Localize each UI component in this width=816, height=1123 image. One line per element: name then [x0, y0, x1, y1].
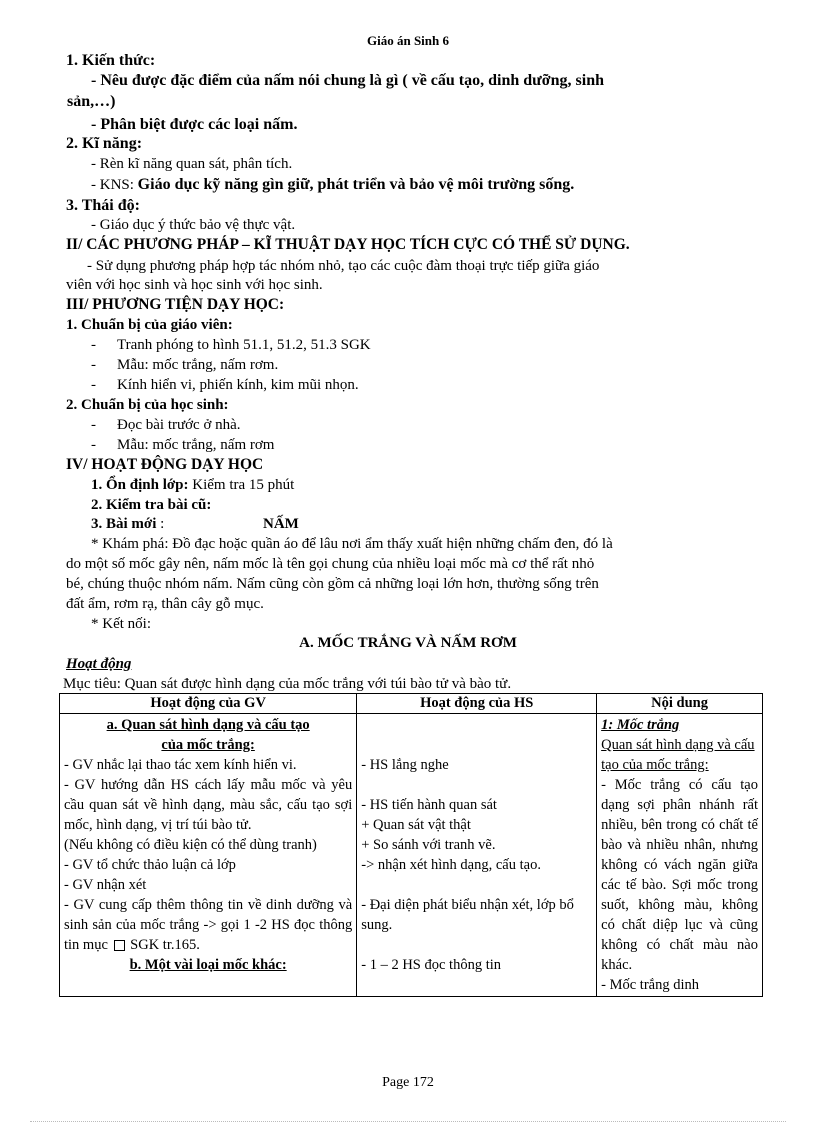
student-prep-item-text: Đọc bài trước ở nhà. — [117, 417, 241, 433]
student-prep-heading: 2. Chuẩn bị của học sinh: — [66, 397, 229, 413]
page-bottom-divider — [30, 1121, 786, 1122]
table-header-row — [60, 694, 763, 714]
gv-section-a-line2: của mốc trắng: — [161, 737, 255, 753]
hs-spacer — [361, 715, 592, 735]
gv-section-b-text: b. Một vài loại mốc khác: — [129, 957, 287, 973]
hs-spacer — [361, 735, 592, 755]
gv-section-b — [64, 955, 352, 975]
lesson-title: NẤM — [263, 516, 299, 532]
gv-text: - GV nhận xét — [64, 877, 147, 893]
kham-pha-line4: đất ẩm, rơm rạ, thân cây gỗ mục. — [66, 596, 264, 612]
step1 — [91, 476, 294, 494]
section3-item1: - Giáo dục ý thức bảo vệ thực vật. — [91, 217, 296, 233]
student-prep-item-text: Mẫu: mốc trắng, nấm rơm — [117, 437, 275, 453]
teacher-prep-item: - Mẫu: mốc trắng, nấm rơm. — [91, 357, 279, 373]
gv-info-text: - GV cung cấp thêm thông tin về dinh dưỡng và sinh sản của mốc trắng -> gọi 1 -2 HS đọc thông tin mục — [64, 897, 353, 953]
section2-heading: 2. Kĩ năng: — [66, 135, 143, 152]
gv-section-a — [64, 715, 352, 755]
table-row — [60, 714, 763, 997]
ket-noi: * Kết nối: — [91, 616, 151, 632]
step1-text: Kiểm tra 15 phút — [188, 477, 295, 493]
section1-item2: - Phân biệt được các loại nấm. — [91, 116, 298, 133]
gv-text: - GV tổ chức thảo luận cả lớp — [64, 857, 236, 873]
info-box-icon — [114, 940, 125, 951]
page-header: Giáo án Sinh 6 — [366, 33, 449, 48]
step2-label: 2. Kiểm tra bài cũ: — [91, 497, 212, 513]
section1-item1-line1: - Nêu được đặc điểm của nấm nói chung là gì ( về cấu tạo, dinh dưỡng, sinh — [91, 72, 604, 89]
nd-subtitle: Quan sát hình dạng và cấu tạo của mốc trắng: — [601, 737, 755, 773]
part2-line1: - Sử dụng phương pháp hợp tác nhóm nhỏ, tạo các cuộc đàm thoại trực tiếp giữa giáo — [87, 258, 600, 274]
hs-spacer — [361, 935, 592, 955]
teacher-prep-item-text: Tranh phóng to hình 51.1, 51.2, 51.3 SGK — [117, 337, 371, 353]
noidung-cell — [597, 714, 763, 997]
header-noidung: Nội dung — [597, 694, 763, 714]
hs-text: -> nhận xét hình dạng, cấu tạo. — [361, 857, 541, 873]
student-prep-item: - Đọc bài trước ở nhà. — [91, 417, 241, 433]
kham-pha-line1: * Khám phá: Đồ đạc hoặc quần áo để lâu nơi ẩm thấy xuất hiện những chấm đen, đó là — [91, 536, 613, 552]
header-hs: Hoạt động của HS — [357, 694, 597, 714]
teacher-prep-item-text: Mẫu: mốc trắng, nấm rơm. — [117, 357, 279, 373]
kham-pha-line3: bé, chúng thuộc nhóm nấm. Nấm cũng còn gồm cả những loại lớn hơn, thường sống trên — [66, 576, 599, 592]
section1-item1-line2: sản,…) — [67, 93, 116, 110]
hs-text: + Quan sát vật thật — [361, 817, 471, 833]
lesson-table — [59, 693, 763, 997]
gv-text: (Nếu không có điều kiện có thể dùng tranh) — [64, 837, 317, 853]
gv-cell — [60, 714, 357, 997]
header-gv: Hoạt động của GV — [60, 694, 357, 714]
teacher-prep-item: - Kính hiển vi, phiến kính, kim mũi nhọn. — [91, 377, 359, 393]
part4-heading: IV/ HOẠT ĐỘNG DẠY HỌC — [66, 456, 264, 473]
activity-label: Hoạt động — [66, 656, 132, 672]
teacher-prep-item: - Tranh phóng to hình 51.1, 51.2, 51.3 SGK — [91, 337, 371, 353]
hs-text: - 1 – 2 HS đọc thông tin — [361, 957, 502, 973]
step1-label: 1. Ổn định lớp: — [91, 477, 189, 493]
section2-item2-prefix: - KNS: — [91, 177, 138, 193]
kham-pha-line2: do một số mốc gây nên, nấm mốc là tên gọi chung của nhiều loại mốc mà cơ thể rất nhỏ — [66, 556, 595, 572]
gv-text-info — [64, 895, 352, 955]
page-footer: Page 172 — [382, 1075, 434, 1090]
part2-heading: II/ CÁC PHƯƠNG PHÁP – KĨ THUẬT DẠY HỌC TÍCH CỰC CÓ THỂ SỬ DỤNG. — [66, 236, 630, 253]
activity-goal: Mục tiêu: Quan sát được hình dạng của mốc trắng với túi bào tử và bào tử. — [63, 676, 512, 692]
part3-heading: III/ PHƯƠNG TIỆN DẠY HỌC: — [66, 296, 285, 313]
gv-text: - GV hướng dẫn HS cách lấy mẫu mốc và yêu cầu quan sát về hình dạng, màu sắc, cấu tạo sợi mốc, hình dạng, vị trí túi bào tử. — [64, 777, 353, 833]
section2-item2-text: Giáo dục kỹ năng gìn giữ, phát triển và bảo vệ môi trường sống. — [137, 176, 575, 193]
nd-title: 1: Mốc trắng — [601, 717, 680, 733]
teacher-prep-item-text: Kính hiển vi, phiến kính, kim mũi nhọn. — [117, 377, 359, 393]
hs-cell — [357, 714, 597, 997]
teacher-prep-heading: 1. Chuẩn bị của giáo viên: — [66, 317, 233, 333]
nd-text: - Mốc trắng dinh — [601, 977, 699, 993]
hs-text: + So sánh với tranh vẽ. — [361, 837, 496, 853]
hs-text: - HS tiến hành quan sát — [361, 797, 497, 813]
section-a-title: A. MỐC TRẮNG VÀ NẤM RƠM — [299, 635, 517, 651]
step3 — [91, 515, 164, 533]
student-prep-item: - Mẫu: mốc trắng, nấm rơm — [91, 437, 275, 453]
section1-heading: 1. Kiến thức: — [66, 52, 156, 69]
section2-item2 — [91, 176, 574, 194]
gv-info-ref: SGK tr.165. — [130, 937, 200, 953]
part2-line2: viên với học sinh và học sinh với học sinh. — [66, 277, 323, 293]
hs-text: - Đại diện phát biểu nhận xét, lớp bổ sung. — [361, 897, 574, 933]
nd-text: - Mốc trắng có cấu tạo dạng sợi phân nhánh rất nhiều, bên trong có chất tế bào và nhiều nhân, nhưng không có vách ngăn giữa các tế bào. Sợi mốc trong suốt, không màu, không có chất diệp lục và cũng không có chất màu nào khác. — [601, 777, 758, 973]
section2-item1: - Rèn kĩ năng quan sát, phân tích. — [91, 156, 293, 172]
gv-section-a-line1: a. Quan sát hình dạng và cấu tạo — [106, 717, 310, 733]
gv-text: - GV nhắc lại thao tác xem kính hiển vi. — [64, 757, 297, 773]
section3-heading: 3. Thái độ: — [66, 197, 140, 214]
hs-text: - HS lắng nghe — [361, 757, 449, 773]
step3-colon: : — [156, 516, 165, 532]
hs-spacer — [361, 875, 592, 895]
hs-spacer — [361, 775, 592, 795]
step3-label: 3. Bài mới — [91, 516, 157, 532]
